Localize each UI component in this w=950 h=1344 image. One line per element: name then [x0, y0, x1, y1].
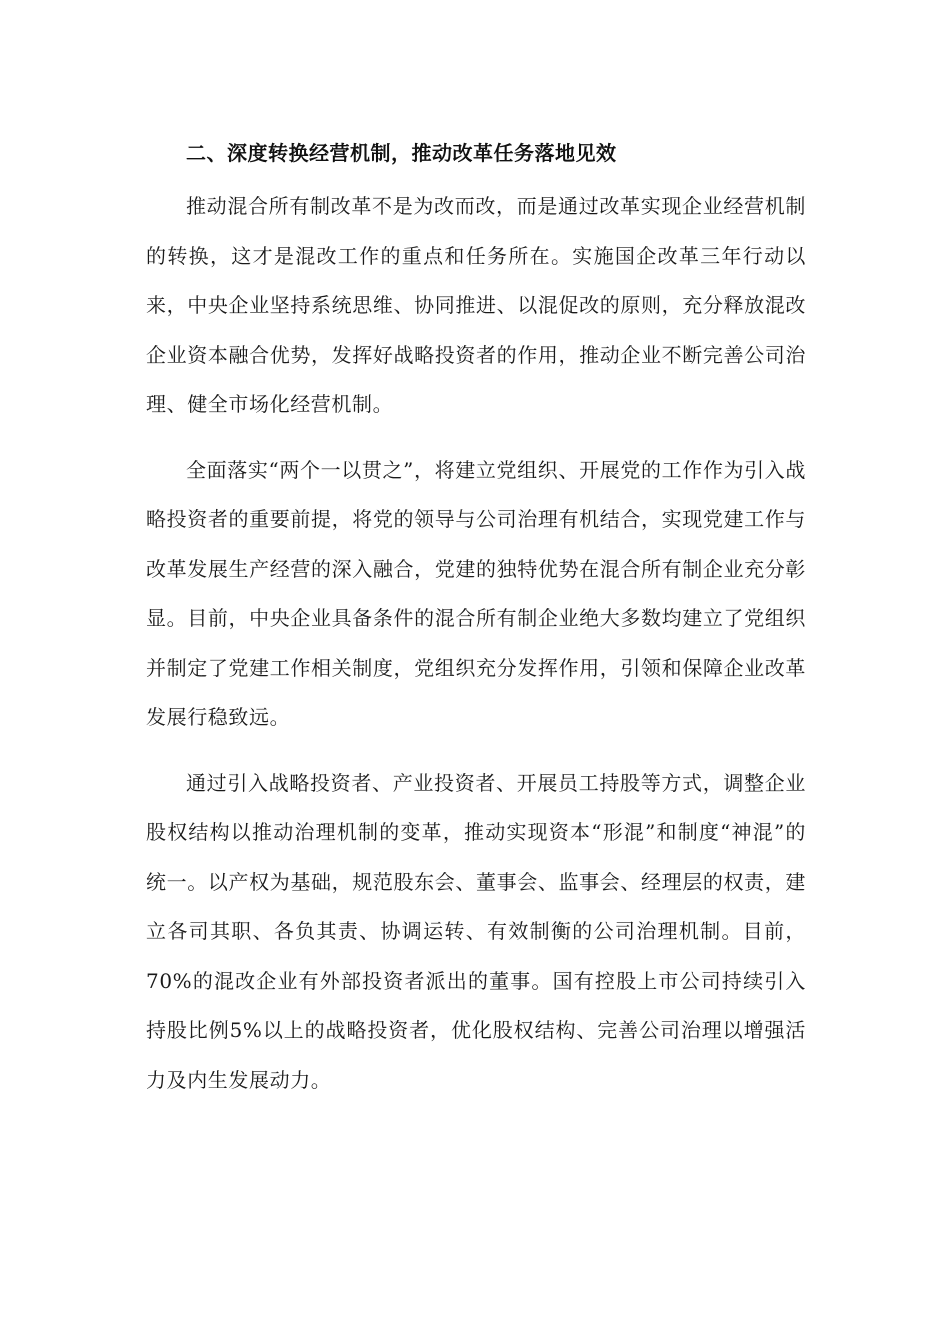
document-body [146, 130, 806, 1105]
paragraph-party-building: 全面落实“两个一以贯之”，将建立党组织、开展党的工作作为引入战略投资者的重要前提，将党的领导与公司治理有机结合，实现党建工作与改革发展生产经营的深入融合，党建的独特优势在混合所有制企业充分彰显。目前，中央企业具备条件的混合所有制企业绝大多数均建立了党组织并制定了党建工作相关制度，党组织充分发挥作用，引领和保障企业改革发展行稳致远。 [146, 457, 806, 729]
section-heading: 二、深度转换经营机制，推动改革任务落地见效 [186, 141, 617, 165]
paragraph-mixed-ownership-reform: 推动混合所有制改革不是为改而改，而是通过改革实现企业经营机制的转换，这才是混改工作的重点和任务所在。实施国企改革三年行动以来，中央企业坚持系统思维、协同推进、以混促改的原则，充分释放混改企业资本融合优势，发挥好战略投资者的作用，推动企业不断完善公司治理、健全市场化经营机制。 [146, 194, 806, 416]
paragraph-corporate-governance: 通过引入战略投资者、产业投资者、开展员工持股等方式，调整企业股权结构以推动治理机制的变革，推动实现资本“形混”和制度“神混”的统一。以产权为基础，规范股东会、董事会、监事会、经理层的权责，建立各司其职、各负其责、协调运转、有效制衡的公司治理机制。目前，70%的混改企业有外部投资者派出的董事。国有控股上市公司持续引入持股比例5%以上的战略投资者，优化股权结构、完善公司治理以增强活力及内生发展动力。 [146, 770, 806, 1092]
